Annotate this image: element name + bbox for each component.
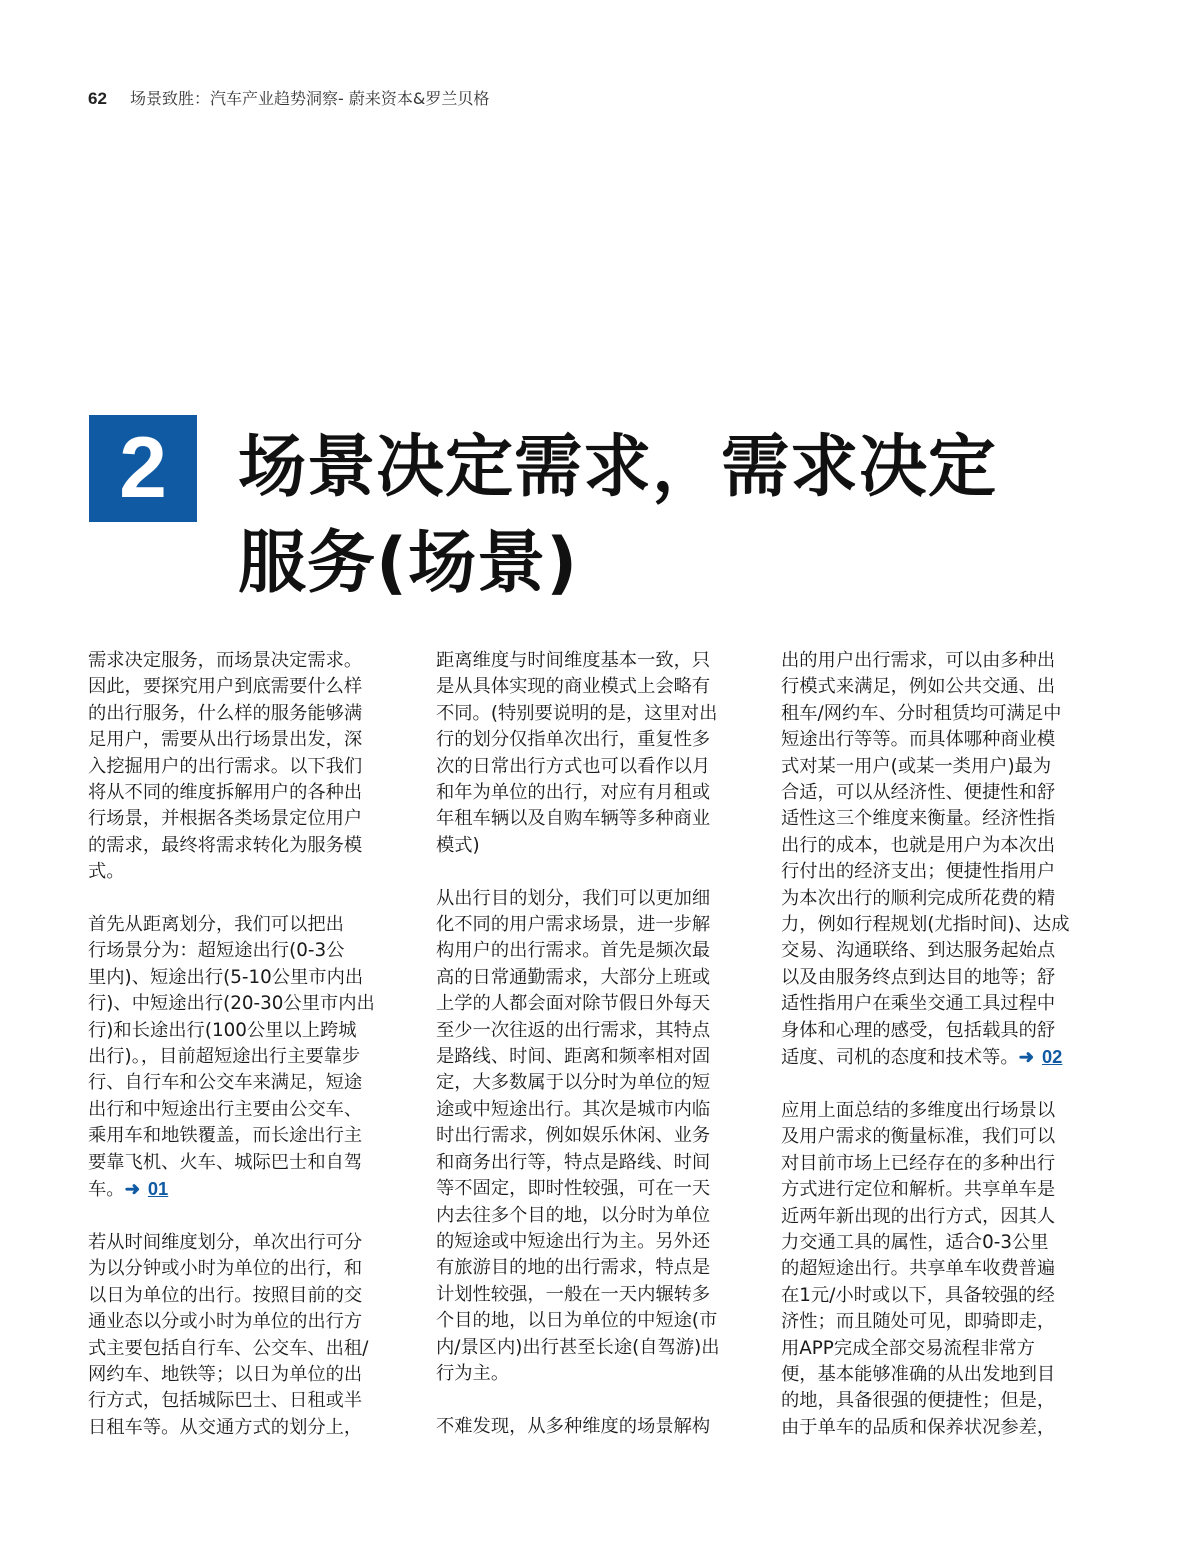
paragraph-line: 模式) [436, 834, 480, 856]
paragraph-line: 身体和心理的感受，包括载具的舒 [781, 1019, 1056, 1041]
paragraph-line: 用APP完成全部交易流程非常方 [781, 1337, 1035, 1359]
paragraph [88, 912, 400, 1203]
paragraph-line: 行)、中短途出行(20-30公里市内出 [88, 993, 375, 1015]
reference-number: 01 [147, 1178, 169, 1200]
cross-reference-link[interactable] [1019, 1046, 1063, 1067]
paragraph-line: 乘用车和地铁覆盖，而长途出行主 [88, 1125, 363, 1147]
paragraph-line: 网约车、地铁等；以日为单位的出 [88, 1363, 363, 1385]
paragraph-line: 上学的人都会面对除节假日外每天 [436, 993, 711, 1015]
paragraph-line: 足用户，需要从出行场景出发，深 [88, 729, 363, 751]
paragraph-line: 和年为单位的出行，对应有月租或 [436, 782, 711, 804]
paragraph-line: 年租车辆以及自购车辆等多种商业 [436, 808, 711, 830]
paragraph [436, 1414, 748, 1440]
paragraph-line: 途或中短途出行。其次是城市内临 [436, 1098, 711, 1120]
paragraph-line: 不难发现，从多种维度的场景解构 [436, 1415, 711, 1437]
paragraph-line: 若从时间维度划分，单次出行可分 [88, 1231, 363, 1253]
paragraph-line: 对目前市场上已经存在的多种出行 [781, 1152, 1056, 1174]
paragraph-line: 是路线、时间、距离和频率相对固 [436, 1046, 711, 1068]
paragraph-line: 距离维度与时间维度基本一致，只 [436, 650, 711, 671]
paragraph-line: 行付出的经济支出；便捷性指用户 [781, 861, 1056, 883]
paragraph-line: 的出行服务，什么样的服务能够满 [88, 702, 363, 724]
paragraph-line: 行为主。 [436, 1362, 510, 1384]
paragraph-line: 行的划分仅指单次出行，重复性多 [436, 729, 711, 751]
paragraph-line: 出行和中短途出行主要由公交车、 [88, 1098, 363, 1120]
paragraph [436, 886, 748, 1388]
paragraph-line: 是从具体实现的商业模式上会略有 [436, 676, 711, 698]
text-column-1 [88, 648, 400, 1468]
text-column-3 [781, 648, 1093, 1468]
paragraph-line: 式对某一用户(或某一类用户)最为 [781, 755, 1052, 777]
paragraph-line: 在1元/小时或以下，具备较强的经 [781, 1284, 1055, 1306]
paragraph-line: 化不同的用户需求场景，进一步解 [436, 914, 711, 936]
paragraph-line: 内/景区内)出行甚至长途(自驾游)出 [436, 1336, 720, 1358]
paragraph-line: 高的日常通勤需求，大部分上班或 [436, 966, 711, 988]
paragraph-line: 内去往多个目的地，以分时为单位 [436, 1204, 711, 1226]
paragraph [436, 648, 748, 859]
paragraph-line: 里内)、短途出行(5-10公里市内出 [88, 966, 364, 988]
paragraph-line-text: 适度、司机的态度和技术等。 [781, 1047, 1019, 1069]
paragraph-line: 及用户需求的衡量标准，我们可以 [781, 1126, 1056, 1148]
paragraph-line: 要靠飞机、火车、城际巴士和自驾 [88, 1151, 363, 1173]
paragraph-line: 行场景，并根据各类场景定位用户 [88, 808, 363, 830]
paragraph-line: 适性指用户在乘坐交通工具过程中 [781, 993, 1056, 1015]
paragraph-line: 以日为单位的出行。按照目前的交 [88, 1284, 363, 1306]
paragraph-line: 需求决定服务，而场景决定需求。 [88, 650, 363, 671]
paragraph-line: 计划性较强，一般在一天内辗转多 [436, 1283, 711, 1305]
paragraph-line: 式主要包括自行车、公交车、出租/ [88, 1337, 369, 1359]
chapter-title-line: 场景决定需求，需求决定 [238, 428, 998, 507]
chapter-number-badge: 2 [89, 415, 197, 522]
paragraph-line: 济性；而且随处可见，即骑即走， [781, 1311, 1056, 1333]
paragraph-line: 合适，可以从经济性、便捷性和舒 [781, 782, 1056, 804]
paragraph-line: 应用上面总结的多维度出行场景以 [781, 1099, 1056, 1121]
text-column-2 [436, 648, 748, 1467]
paragraph-line: 首先从距离划分，我们可以把出 [88, 914, 344, 936]
paragraph-line: 有旅游目的地的出行需求，特点是 [436, 1257, 711, 1279]
paragraph-line: 的地，具备很强的便捷性；但是， [781, 1390, 1056, 1412]
paragraph-line: 构用户的出行需求。首先是频次最 [436, 940, 711, 962]
paragraph [88, 1230, 400, 1441]
paragraph-line: 式。 [88, 861, 125, 883]
paragraph-line: 和商务出行等，特点是路线、时间 [436, 1151, 711, 1173]
paragraph-line: 不同。(特别要说明的是，这里对出 [436, 702, 718, 724]
paragraph-line: 行模式来满足，例如公共交通、出 [781, 676, 1056, 698]
paragraph-line-text: 车。 [88, 1179, 125, 1201]
paragraph-line: 将从不同的维度拆解用户的各种出 [88, 782, 363, 804]
paragraph [781, 1098, 1093, 1441]
paragraph-line [88, 1176, 400, 1203]
paragraph-line: 出行的成本，也就是用户为本次出 [781, 834, 1056, 856]
page-number: 62 [88, 89, 107, 108]
paragraph-line: 通业态以分或小时为单位的出行方 [88, 1311, 363, 1333]
paragraph-line: 定，大多数属于以分时为单位的短 [436, 1072, 711, 1094]
paragraph-line: 至少一次往返的出行需求，其特点 [436, 1019, 711, 1041]
paragraph-line [781, 1044, 1093, 1071]
paragraph-line: 适性这三个维度来衡量。经济性指 [781, 808, 1056, 830]
paragraph-line: 行方式，包括城际巴士、日租或半 [88, 1390, 363, 1412]
paragraph-line: 短途出行等等。而具体哪种商业模 [781, 729, 1056, 751]
paragraph-line: 为以分钟或小时为单位的出行，和 [88, 1258, 363, 1280]
paragraph-line: 力，例如行程规划(尤指时间)、达成 [781, 914, 1070, 936]
paragraph [88, 648, 400, 886]
cross-reference-link[interactable] [125, 1178, 169, 1199]
reference-number: 02 [1041, 1046, 1063, 1068]
paragraph-line: 的短途或中短途出行为主。另外还 [436, 1230, 711, 1252]
paragraph-line: 日租车等。从交通方式的划分上， [88, 1416, 363, 1438]
paragraph-line: 为本次出行的顺利完成所花费的精 [781, 887, 1056, 909]
chapter-title [238, 420, 1138, 612]
arrow-icon: ➜ [124, 1178, 140, 1200]
paragraph-line: 个目的地，以日为单位的中短途(市 [436, 1310, 718, 1332]
paragraph-line: 时出行需求，例如娱乐休闲、业务 [436, 1125, 711, 1147]
paragraph-line: 便，基本能够准确的从出发地到目 [781, 1363, 1056, 1385]
paragraph-line: 近两年新出现的出行方式，因其人 [781, 1205, 1056, 1227]
paragraph-line: 力交通工具的属性，适合0-3公里 [781, 1231, 1049, 1253]
paragraph [781, 648, 1093, 1072]
paragraph-line: 次的日常出行方式也可以看作以月 [436, 755, 711, 777]
paragraph-line: 出行)。，目前超短途出行主要靠步 [88, 1046, 361, 1068]
paragraph-line: 由于单车的品质和保养状况参差， [781, 1416, 1056, 1438]
paragraph-line: 行、自行车和公交车来满足，短途 [88, 1072, 363, 1094]
running-title: 场景致胜：汽车产业趋势洞察- 蔚来资本&罗兰贝格 [130, 89, 490, 108]
chapter-title-line: 服务(场景) [238, 524, 579, 603]
paragraph-line: 行场景分为：超短途出行(0-3公 [88, 940, 345, 962]
paragraph-line: 以及由服务终点到达目的地等；舒 [781, 966, 1056, 988]
paragraph-line: 行)和长途出行(100公里以上跨城 [88, 1019, 357, 1041]
paragraph-line: 的需求，最终将需求转化为服务模 [88, 834, 363, 856]
paragraph-line: 因此，要探究用户到底需要什么样 [88, 676, 363, 698]
arrow-icon: ➜ [1018, 1046, 1034, 1068]
paragraph-line: 出的用户出行需求，可以由多种出 [781, 650, 1056, 671]
paragraph-line: 从出行目的划分，我们可以更加细 [436, 887, 711, 909]
paragraph-line: 交易、沟通联络、到达服务起始点 [781, 940, 1056, 962]
paragraph-line: 租车/网约车、分时租赁均可满足中 [781, 702, 1062, 724]
paragraph-line: 入挖掘用户的出行需求。以下我们 [88, 755, 363, 777]
paragraph-line: 方式进行定位和解析。共享单车是 [781, 1179, 1056, 1201]
paragraph-line: 等不固定，即时性较强，可在一天 [436, 1178, 711, 1200]
paragraph-line: 的超短途出行。共享单车收费普遍 [781, 1258, 1056, 1280]
running-header [88, 86, 489, 109]
